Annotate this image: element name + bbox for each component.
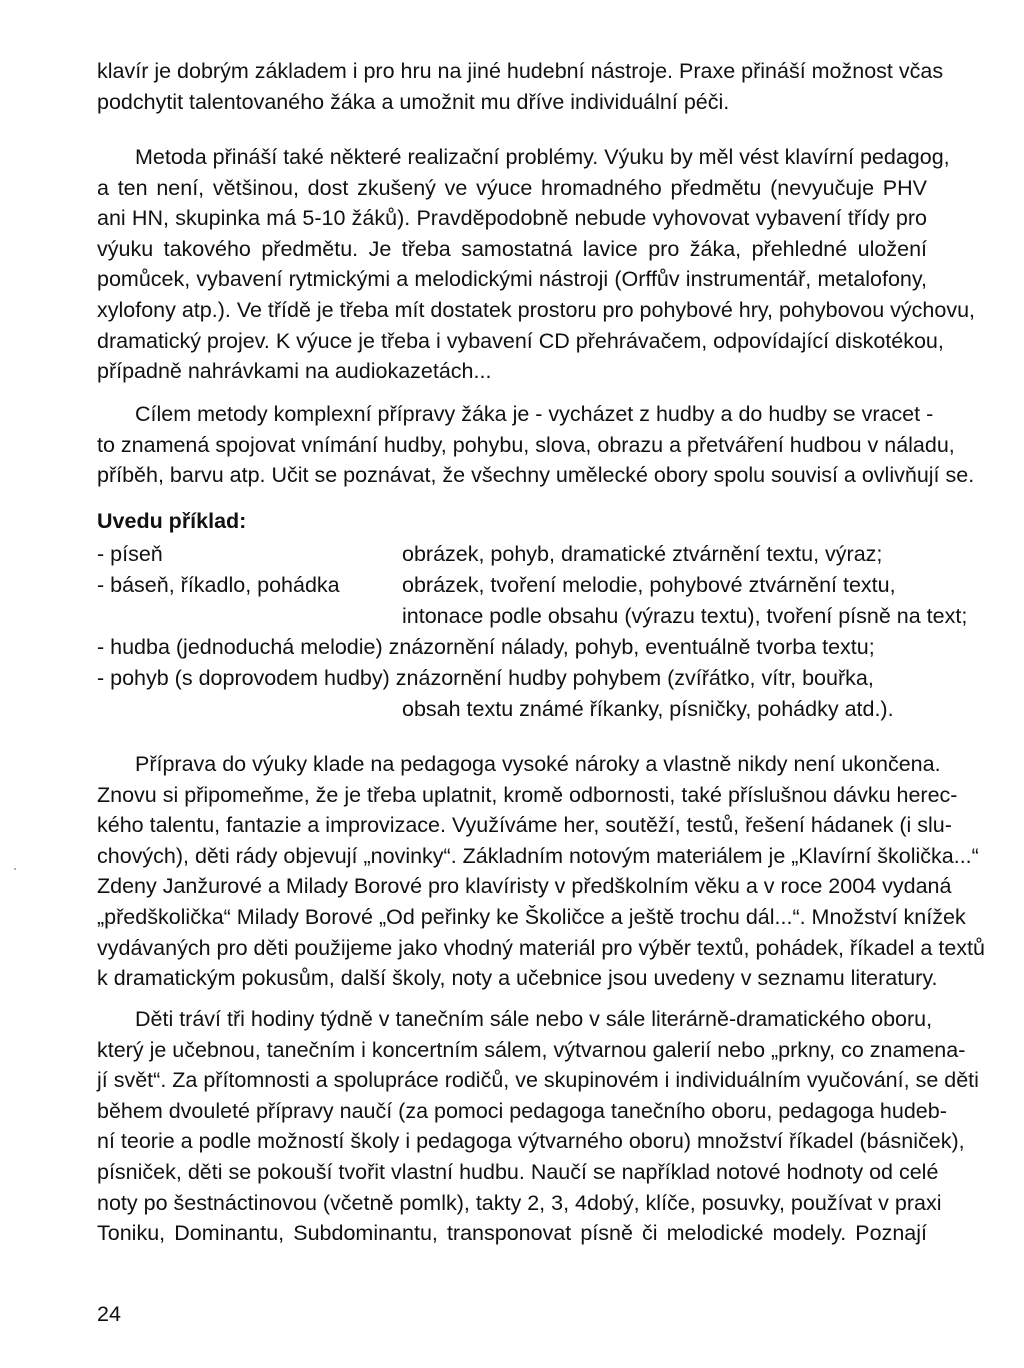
text-line: Toniku, Dominantu, Subdominantu, transponovat písně či melodické modely. Poznají <box>97 1221 927 1246</box>
example-item: - hudba (jednoduchá melodie) znázornění nálady, pohyb, eventuálně tvorba textu; <box>97 635 875 659</box>
text-line: vydávaných pro děti použijeme jako vhodný materiál pro výběr textů, pohádek, říkadel a textů <box>97 935 985 960</box>
example-description: intonace podle obsahu (výrazu textu), tvoření písně na text; <box>402 604 968 628</box>
text-line: Zdeny Janžurové a Milady Borové pro klavíristy v předškolním věku a v roce 2004 vydaná <box>97 874 952 899</box>
text-line: ní teorie a podle možností školy i pedagoga výtvarného oboru) množství říkadel (básniček), <box>97 1129 965 1154</box>
example-description: obrázek, pohyb, dramatické ztvárnění textu, výraz; <box>402 542 883 566</box>
paragraph-problems <box>97 142 976 387</box>
text-line: dramatický projev. K výuce je třeba i vybavení CD přehrávačem, odpovídající diskotékou, <box>97 328 944 353</box>
paragraph-preparation <box>97 749 985 994</box>
text-line: jí svět“. Za přítomnosti a spolupráce rodičů, ve skupinovém i individuálním vyučování, se děti <box>97 1068 979 1093</box>
text-line: výuku takového předmětu. Je třeba samostatná lavice pro žáka, přehledné uložení <box>97 236 927 261</box>
text-line: ani HN, skupinka má 5-10 žáků). Pravděpodobně nebude vyhovovat vybavení třídy pro <box>97 206 927 231</box>
paragraph-goal <box>97 399 975 491</box>
text-line: chových), děti rády objevují „novinky“. Základním notovým materiálem je „Klavírní školička...“ <box>97 843 979 868</box>
example-item: - pohyb (s doprovodem hudby) znázornění hudby pohybem (zvířátko, vítr, bouřka, <box>97 666 874 690</box>
text-line: který je učebnou, tanečním i koncertním sálem, výtvarnou galerií nebo „prkny, co znamena- <box>97 1037 966 1062</box>
text-line: „předškolička“ Milady Borové „Od peřinky ke Školičce a ještě trochu dál...“. Množství knížek <box>97 904 966 929</box>
text-line: případně nahrávkami na audiokazetách... <box>97 359 492 384</box>
text-line: to znamená spojovat vnímání hudby, pohybu, slova, obrazu a přetváření hudbou v náladu, <box>97 432 955 457</box>
text-line: Metoda přináší také některé realizační problémy. Výuku by měl vést klavírní pedagog, <box>135 145 950 169</box>
text-line: noty po šestnáctinovou (včetně pomlk), takty 2, 3, 4dobý, klíče, posuvky, používat v praxi <box>97 1190 942 1215</box>
example-item: - píseň <box>97 542 163 566</box>
text-line: Cílem metody komplexní přípravy žáka je - vycházet z hudby a do hudby se vracet - <box>135 402 934 426</box>
text-line: Znovu si připomeňme, že je třeba uplatnit, kromě odbornosti, také příslušnou dávku herec- <box>97 782 958 807</box>
text-line: podchytit talentovaného žáka a umožnit mu dříve individuální péči. <box>97 89 730 114</box>
text-line: xylofony atp.). Ve třídě je třeba mít dostatek prostoru pro pohybové hry, pohybovou výchovu, <box>97 297 976 322</box>
text-line: klavír je dobrým základem i pro hru na jiné hudební nástroje. Praxe přináší možnost včas <box>97 59 944 83</box>
text-line: pomůcek, vybavení rytmickými a melodickými nástroji (Orffův instrumentář, metalofony, <box>97 267 927 292</box>
text-line: a ten není, většinou, dost zkušený ve výuce hromadného předmětu (nevyučuje PHV <box>97 175 927 200</box>
example-item: - báseň, říkadlo, pohádka <box>97 573 340 597</box>
page-number: 24 <box>97 1302 121 1326</box>
text-line: příběh, barvu atp. Učit se poznávat, že všechny umělecké obory spolu souvisí a ovlivňují se. <box>97 463 975 488</box>
text-line: kého talentu, fantazie a improvizace. Využíváme her, soutěží, testů, řešení hádanek (i slu- <box>97 813 952 838</box>
scan-artifact <box>14 868 16 870</box>
paragraph-children <box>97 1004 979 1249</box>
text-line: k dramatickým pokusům, další školy, noty a učebnice jsou uvedeny v seznamu literatury. <box>97 966 938 991</box>
text-line: Děti tráví tři hodiny týdně v tanečním sále nebo v sále literárně-dramatického oboru, <box>135 1007 933 1031</box>
text-line: během dvouleté přípravy naučí (za pomoci pedagoga tanečního oboru, pedagoga hudeb- <box>97 1098 947 1123</box>
example-heading: Uvedu příklad: <box>97 509 247 533</box>
text-line: Příprava do výuky klade na pedagoga vysoké nároky a vlastně nikdy není ukončena. <box>135 752 941 776</box>
paragraph-continuation <box>97 56 944 117</box>
example-description: obsah textu známé říkanky, písničky, pohádky atd.). <box>402 697 894 721</box>
example-description: obrázek, tvoření melodie, pohybové ztvárnění textu, <box>402 573 896 597</box>
text-line: písniček, děti se pokouší tvořit vlastní hudbu. Naučí se například notové hodnoty od celé <box>97 1159 939 1184</box>
